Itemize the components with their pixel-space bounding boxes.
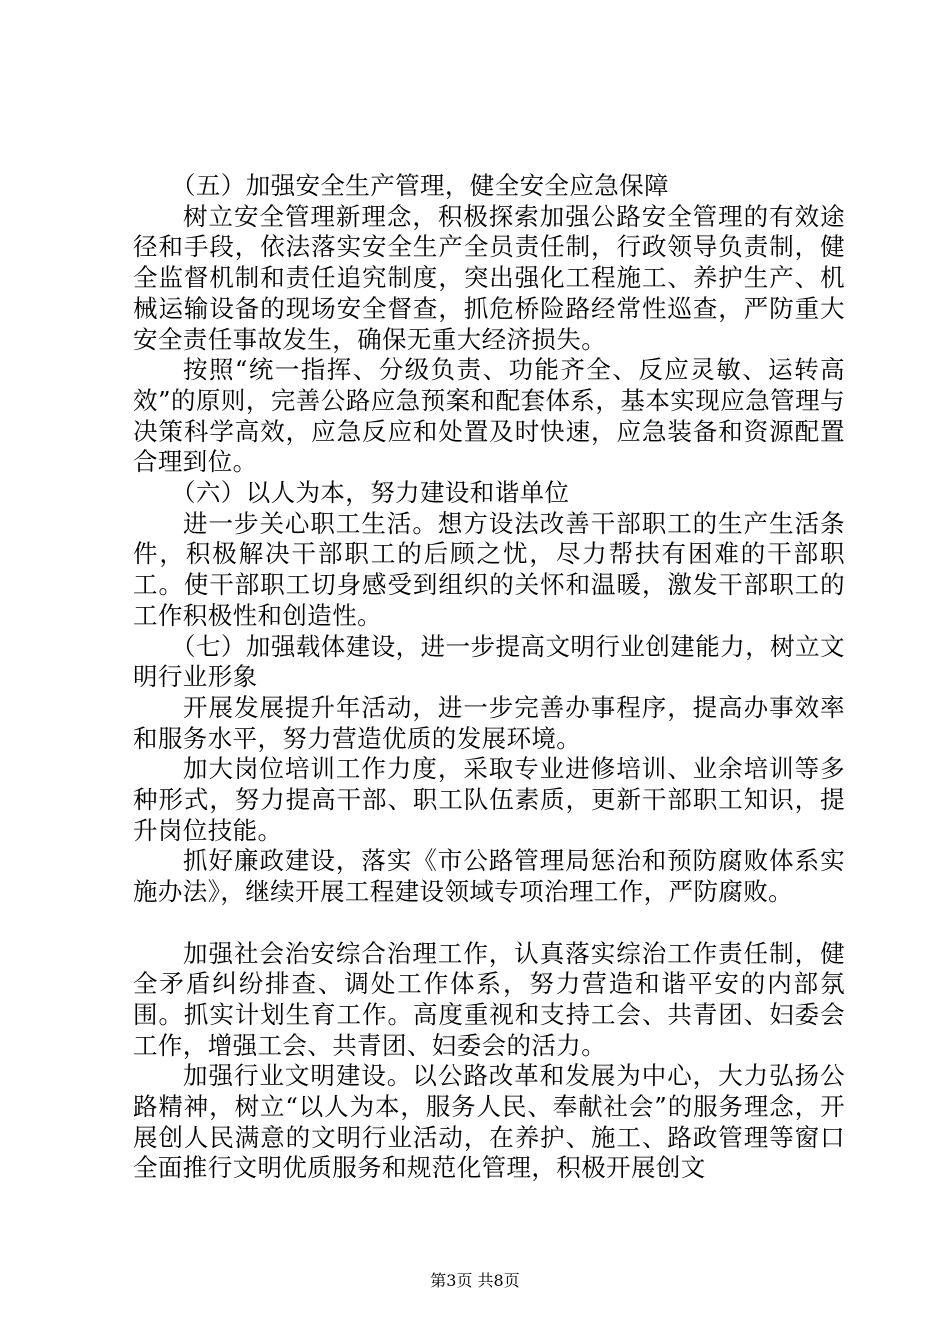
page-footer: 第3页 共8页	[430, 1271, 520, 1290]
section-heading-6: （六）以人为本，努力建设和谐单位	[171, 478, 570, 508]
paragraph: 加强行业文明建设。以公路改革和发展为中心，大力弘扬公路精神，树立“以人为本，服务人民、奉献社会”的服务理念，开展创人民满意的文明行业活动，在养护、施工、路政管理等窗口全面推行文明优质服务和规范化管理，积极开展创文	[133, 1061, 845, 1183]
blank-line	[133, 908, 845, 939]
document-body	[133, 171, 845, 1184]
paragraph: 开展发展提升年活动，进一步完善办事程序，提高办事效率和服务水平，努力营造优质的发展环境。	[133, 692, 845, 753]
section-heading-7: （七）加强载体建设，进一步提高文明行业创建能力，树立文明行业形象	[133, 631, 845, 692]
paragraph: 加大岗位培训工作力度，采取专业进修培训、业余培训等多种形式，努力提高干部、职工队伍素质，更新干部职工知识，提升岗位技能。	[133, 754, 845, 845]
paragraph: 抓好廉政建设，落实《市公路管理局惩治和预防腐败体系实施办法》，继续开展工程建设领域专项治理工作，严防腐败。	[133, 846, 845, 907]
paragraph: 加强社会治安综合治理工作，认真落实综治工作责任制，健全矛盾纠纷排查、调处工作体系，努力营造和谐平安的内部氛围。抓实计划生育工作。高度重视和支持工会、共青团、妇委会工作，增强工会、共青团、妇委会的活力。	[133, 938, 845, 1060]
paragraph: 进一步关心职工生活。想方设法改善干部职工的生产生活条件，积极解决干部职工的后顾之忧，尽力帮扶有困难的干部职工。使干部职工切身感受到组织的关怀和温暖，激发干部职工的工作积极性和创造性。	[133, 508, 845, 630]
paragraph: 树立安全管理新理念，积极探索加强公路安全管理的有效途径和手段，依法落实安全生产全员责任制，行政领导负责制，健全监督机制和责任追究制度，突出强化工程施工、养护生产、机械运输设备的现场安全督查，抓危桥险路经常性巡查，严防重大安全责任事故发生，确保无重大经济损失。	[133, 201, 845, 354]
section-heading-5: （五）加强安全生产管理，健全安全应急保障	[171, 171, 669, 200]
paragraph: 按照“统一指挥、分级负责、功能齐全、反应灵敏、运转高效”的原则，完善公路应急预案和配套体系，基本实现应急管理与决策科学高效，应急反应和处置及时快速，应急装备和资源配置合理到位。	[133, 355, 845, 477]
